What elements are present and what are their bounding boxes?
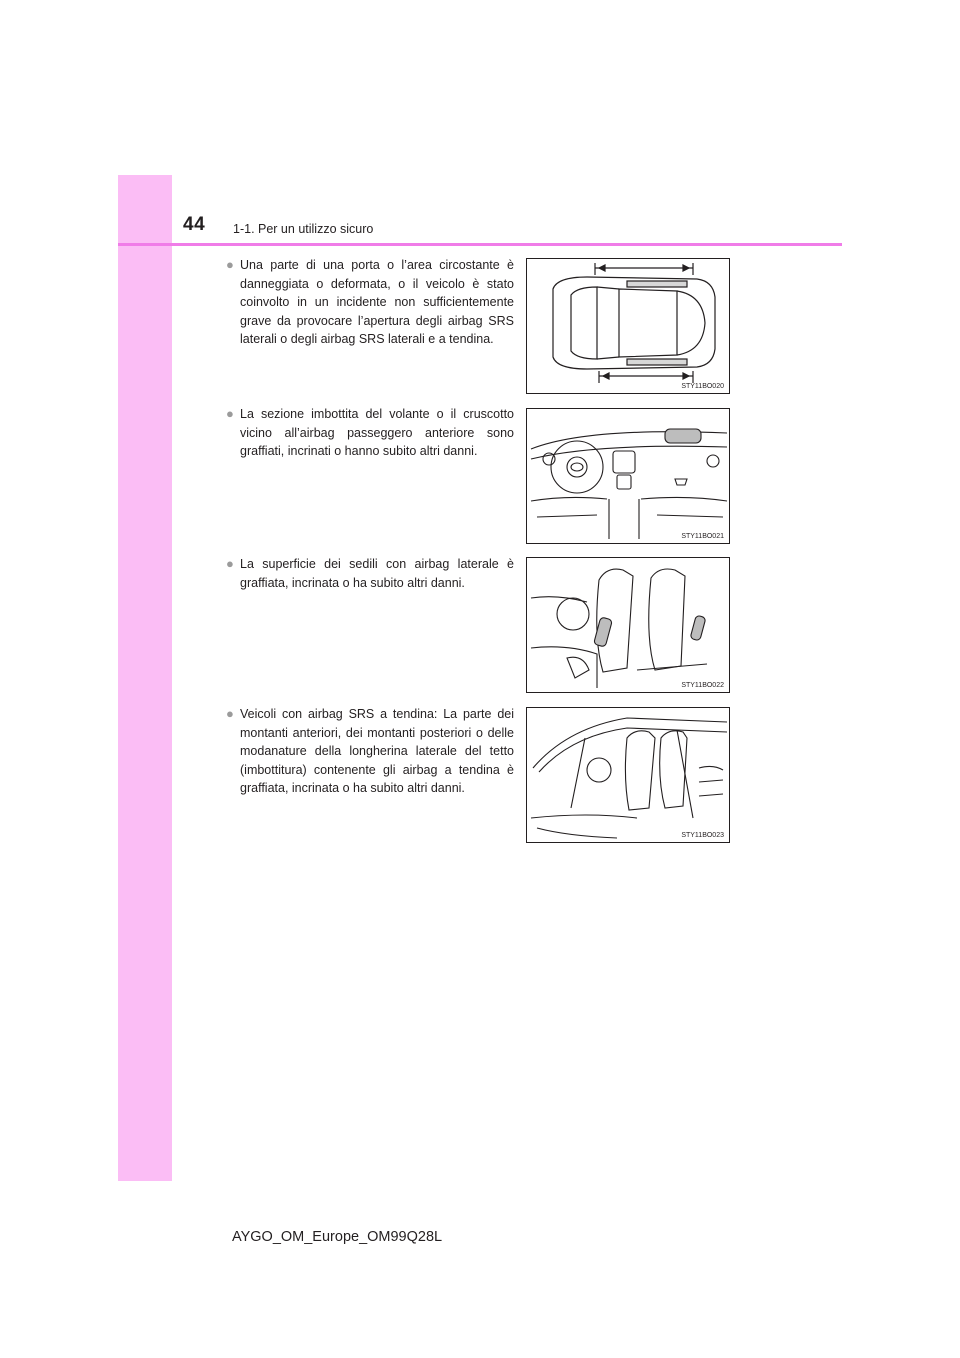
seats-illustration bbox=[526, 557, 730, 693]
seats-drawing bbox=[527, 558, 729, 692]
bullet-icon: ● bbox=[226, 706, 234, 721]
figure-code: STY11BO022 bbox=[681, 682, 724, 689]
list-item bbox=[226, 256, 514, 349]
page-number: 44 bbox=[183, 214, 206, 235]
bullet-icon: ● bbox=[226, 556, 234, 571]
dashboard-illustration bbox=[526, 408, 730, 544]
car-top-view-illustration bbox=[526, 258, 730, 394]
footer-document-id: AYGO_OM_Europe_OM99Q28L bbox=[232, 1229, 443, 1245]
item-text: La sezione imbottita del volante o il cruscotto vicino all’airbag passeggero anteriore sono graffiati, incrinati o hanno subito altri danni. bbox=[240, 407, 514, 459]
list-item bbox=[226, 705, 514, 798]
car-top-view-drawing bbox=[527, 259, 729, 393]
header-rule bbox=[118, 243, 842, 246]
item-text: La superficie dei sedili con airbag laterale è graffiata, incrinata o ha subito altri danni. bbox=[240, 557, 514, 590]
figure-code: STY11BO020 bbox=[681, 383, 724, 390]
item-text: Veicoli con airbag SRS a tendina: La parte dei montanti anteriori, dei montanti posteriori o delle modanature della longherina laterale del tetto (imbottitura) contenente gli airbag a tendina è graffiata, incrinata o ha subito altri danni. bbox=[240, 707, 514, 796]
section-title: 1-1. Per un utilizzo sicuro bbox=[233, 222, 374, 236]
list-item bbox=[226, 405, 514, 461]
section-tab-band bbox=[118, 175, 172, 1181]
figure-code: STY11BO023 bbox=[681, 832, 724, 839]
curtain-airbag-pillars-illustration bbox=[526, 707, 730, 843]
list-item bbox=[226, 555, 514, 592]
curtain-airbag-drawing bbox=[527, 708, 729, 842]
bullet-icon: ● bbox=[226, 257, 234, 272]
bullet-icon: ● bbox=[226, 406, 234, 421]
item-text: Una parte di una porta o l’area circostante è danneggiata o deformata, o il veicolo è stato coinvolto in un incidente non sufficientemente grave da provocare l’apertura degli airbag SRS laterali o degli airbag SRS laterali e a tendina. bbox=[240, 258, 514, 347]
figure-code: STY11BO021 bbox=[681, 533, 724, 540]
dashboard-drawing bbox=[527, 409, 729, 543]
